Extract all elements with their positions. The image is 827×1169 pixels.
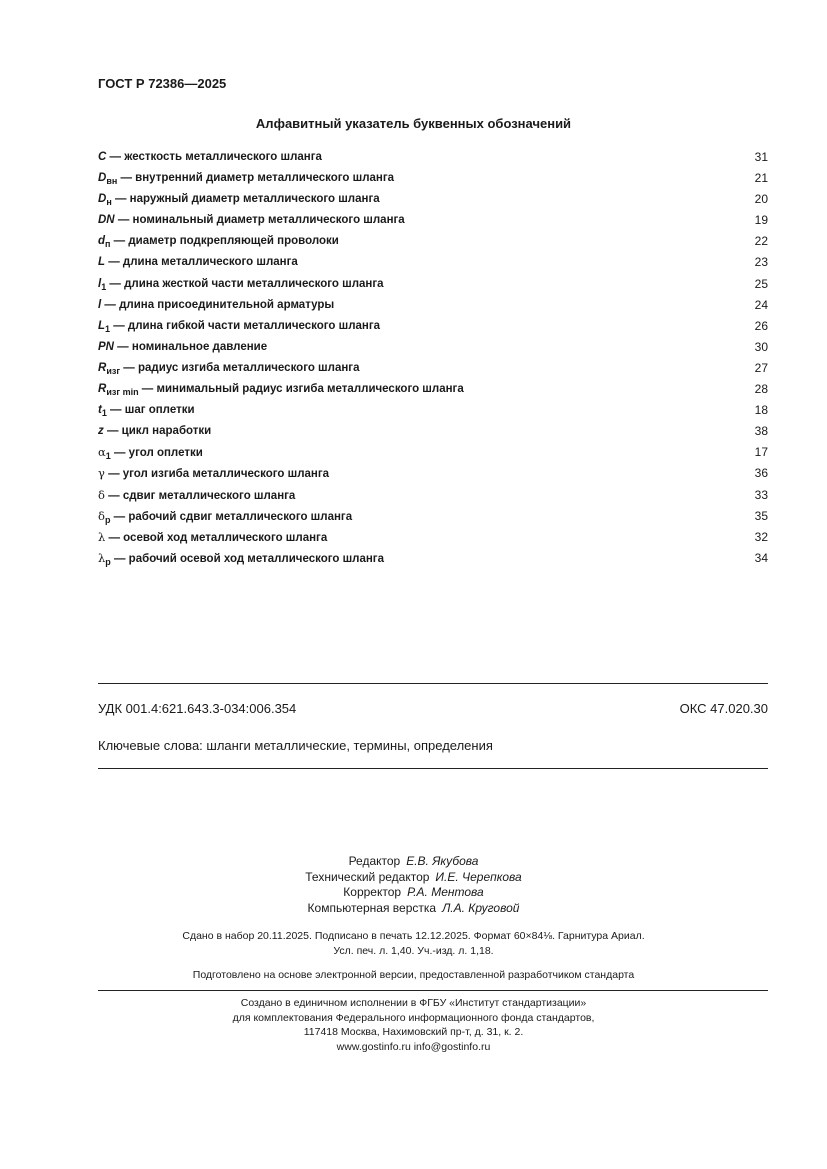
entry-symbol: PN [98,340,114,353]
entry-description: — длина гибкой части металлического шланга [110,319,381,332]
index-entry [98,402,768,423]
credit-name: Л.А. Круговой [442,900,520,915]
prepared-note: Подготовлено на основе электронной версии, предоставленной разработчиком стандарта [192,969,635,981]
entry-description: — номинальное давление [113,340,268,353]
entry-page: 35 [754,508,768,523]
credit-proofreader [0,885,827,901]
entry-description: — длина жесткой части металлического шланга [106,277,384,290]
entry-page: 20 [754,192,768,207]
footer-line3: 117418 Москва, Нахимовский пр-т, д. 31, к. 2. [303,1026,524,1038]
entry-symbol: R [98,383,107,396]
entry-page: 22 [754,234,768,249]
entry-symbol: γ [98,466,105,481]
index-entry [98,149,768,170]
entry-symbol: R [98,361,107,374]
index-entry [98,550,768,571]
entry-description: — угол изгиба металлического шланга [104,468,330,481]
entry-page: 18 [754,403,768,418]
index-entry [98,297,768,318]
standard-designation: ГОСТ Р 72386—2025 [98,76,227,91]
index-entry [98,529,768,550]
entry-description: — номинальный диаметр металлического шланга [114,214,405,227]
entry-symbol: λ [98,529,106,544]
print-info-line2: Усл. печ. л. 1,40. Уч.-изд. л. 1,18. [333,945,494,957]
entry-symbol: l [98,298,102,311]
index-entry [98,487,768,508]
footer-line2: для комплектования Федерального информационного фонда стандартов, [232,1011,595,1024]
entry-subscript: вн [106,176,118,187]
index-entry [98,276,768,297]
entry-subscript: 1 [105,451,111,462]
entry-page: 27 [754,360,768,375]
entry-symbol: C [98,151,107,163]
print-info-line1: Сдано в набор 20.11.2025. Подписано в печать 12.12.2025. Формат 60×84⅛. Гарнитура Ариал. [182,930,645,942]
credit-role: Корректор [343,885,402,899]
entry-description: — осевой ход металлического шланга [105,531,328,544]
entry-symbol: δ [98,508,105,523]
credit-layout [0,901,827,917]
credit-editor [0,854,827,870]
entry-page: 30 [754,339,768,354]
credits-block [0,854,827,916]
index-entry [98,465,768,486]
entry-symbol: DN [98,214,115,227]
entry-symbol: z [98,425,104,438]
entry-description: — шаг оплетки [106,404,195,417]
entry-page: 21 [754,171,768,186]
index-entry [98,318,768,339]
entry-page: 34 [754,550,768,565]
footer-line1: Создано в единичном исполнении в ФГБУ «Институт стандартизации» [240,997,587,1009]
index-entry [98,212,768,233]
entry-description: — внутренний диаметр металлического шланга [117,172,395,185]
print-info [0,929,827,959]
keywords: Ключевые слова: шланги металлические, термины, определения [98,738,493,753]
entry-symbol: α [98,445,106,460]
entry-symbol: d [98,235,106,248]
entry-page: 38 [754,424,768,439]
entry-symbol: L [98,256,106,269]
entry-description: — длина металлического шланга [105,256,298,269]
credit-name: Е.В. Якубова [406,854,479,868]
entry-subscript: 1 [101,281,107,292]
entry-symbol: L [98,319,106,332]
entry-symbol: t [98,404,102,417]
divider-bottom [98,990,768,991]
entry-subscript: 1 [101,408,107,419]
entry-description: — радиус изгиба металлического шланга [120,361,360,374]
entry-subscript: р [104,514,111,525]
entry-page: 25 [754,276,768,291]
entry-description: — длина присоединительной арматуры [101,298,335,311]
index-entry [98,233,768,254]
entry-page: 28 [754,382,768,397]
entry-page: 24 [754,297,768,312]
udk-code: УДК 001.4:621.643.3-034:006.354 [98,701,297,716]
credit-role: Технический редактор [305,869,430,884]
entry-symbol: l [98,277,102,290]
entry-page: 19 [754,213,768,228]
entry-description: — угол оплетки [110,447,203,460]
entry-page: 31 [754,150,768,164]
entry-description: — минимальный радиус изгиба металлического шланга [138,383,464,396]
entry-subscript: изг min [106,387,139,398]
footer-contacts: www.gostinfo.ru info@gostinfo.ru [336,1040,491,1053]
entry-symbol: D [98,193,107,206]
entry-symbol: λ [98,550,106,565]
entry-page: 26 [754,318,768,333]
entry-description: — цикл наработки [103,425,212,438]
entry-page: 36 [754,466,768,481]
entry-subscript: р [105,556,111,567]
entry-description: — жесткость металлического шланга [106,151,322,163]
entry-page: 32 [754,529,768,544]
entry-page: 23 [754,255,768,270]
index-entry [98,170,768,191]
index-entry [98,381,768,402]
publisher-footer [0,996,827,1054]
index-entry [98,508,768,529]
entry-subscript: изг [106,365,121,376]
index-entry [98,339,768,360]
entry-page: 33 [754,487,768,502]
entry-subscript: п [105,239,111,250]
entry-subscript: 1 [105,323,111,334]
divider-top [98,683,768,684]
entry-description: — диаметр подкрепляющей проволоки [110,235,339,248]
index-entry [98,444,768,465]
oks-code: ОКС 47.020.30 [679,701,768,716]
entry-description: — рабочий сдвиг металлического шланга [110,510,353,523]
credit-name: Р.А. Ментова [407,885,484,899]
credit-role: Редактор [348,854,401,868]
entry-symbol: δ [98,487,105,502]
index-entry [98,423,768,444]
divider-middle [98,768,768,769]
credit-tech-editor [0,870,827,886]
index-entry [98,254,768,275]
entry-description: — рабочий осевой ход металлического шланга [110,552,384,565]
index-entry [98,360,768,381]
index-entry [98,191,768,212]
entry-symbol: D [98,172,107,185]
entry-subscript: н [106,197,112,208]
credit-name: И.Е. Черепкова [435,869,522,884]
entry-description: — сдвиг металлического шланга [104,489,296,502]
entry-page: 17 [754,445,768,460]
credit-role: Компьютерная верстка [307,900,437,915]
index-title: Алфавитный указатель буквенных обозначений [255,116,572,131]
entry-description: — наружный диаметр металлического шланга [111,193,380,206]
symbol-index [98,149,768,571]
